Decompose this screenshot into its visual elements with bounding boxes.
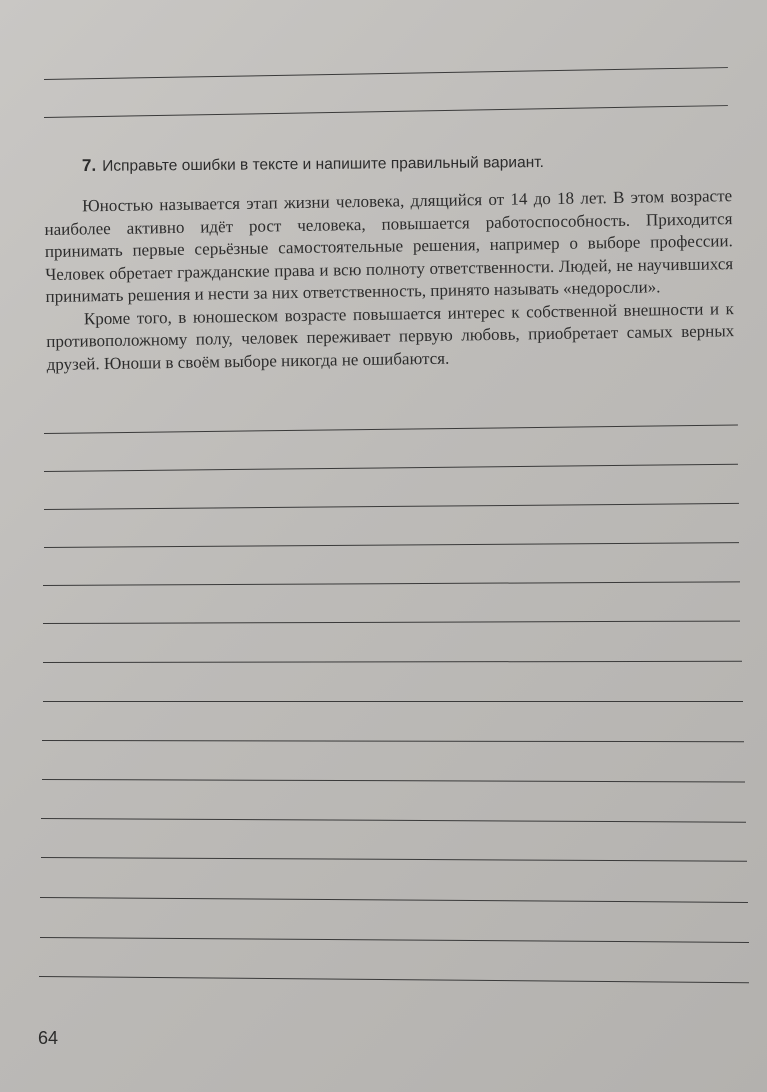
answer-line [42, 779, 745, 782]
answer-line [43, 701, 743, 702]
answer-line [41, 857, 747, 862]
answer-line [42, 740, 744, 742]
answer-line [44, 105, 728, 118]
answer-line [44, 425, 738, 434]
text-paragraph-2: Кроме того, в юношеском возрасте повышается интерес к собственной внешности и к противоположному полу, человек переживает первую любовь, приобретает самых верных друзей. Юноши в своём выборе никогда не ошибаются. [46, 298, 735, 374]
answer-line [40, 937, 749, 943]
answer-line [43, 661, 742, 663]
answer-line [40, 897, 748, 903]
answer-line [44, 464, 738, 472]
answer-line [39, 976, 749, 983]
answer-line [43, 581, 740, 586]
task-heading [82, 150, 722, 176]
task-number: 7. [81, 155, 97, 175]
answer-line [44, 503, 739, 510]
text-paragraph-1: Юностью называется этап жизни человека, длящийся от 14 до 18 лет. В этом возрасте наиболее активно идёт рост человека, повышается работоспособность. Приходится принимать первые серьёзные самостоятельные решения, например о выборе профессии. Человек обретает гражданские права и всю полноту ответственности. Людей, не научившихся принимать решения и нести за них ответственность, принято называть «недоросли». [44, 186, 734, 306]
answer-line [44, 542, 739, 548]
task-instruction: Исправьте ошибки в тексте и напишите правильный вариант. [102, 153, 544, 175]
page-number: 64 [38, 1028, 59, 1048]
answer-line [43, 621, 740, 624]
task-text [44, 185, 735, 376]
answer-line [41, 818, 746, 823]
answer-line [44, 67, 728, 80]
